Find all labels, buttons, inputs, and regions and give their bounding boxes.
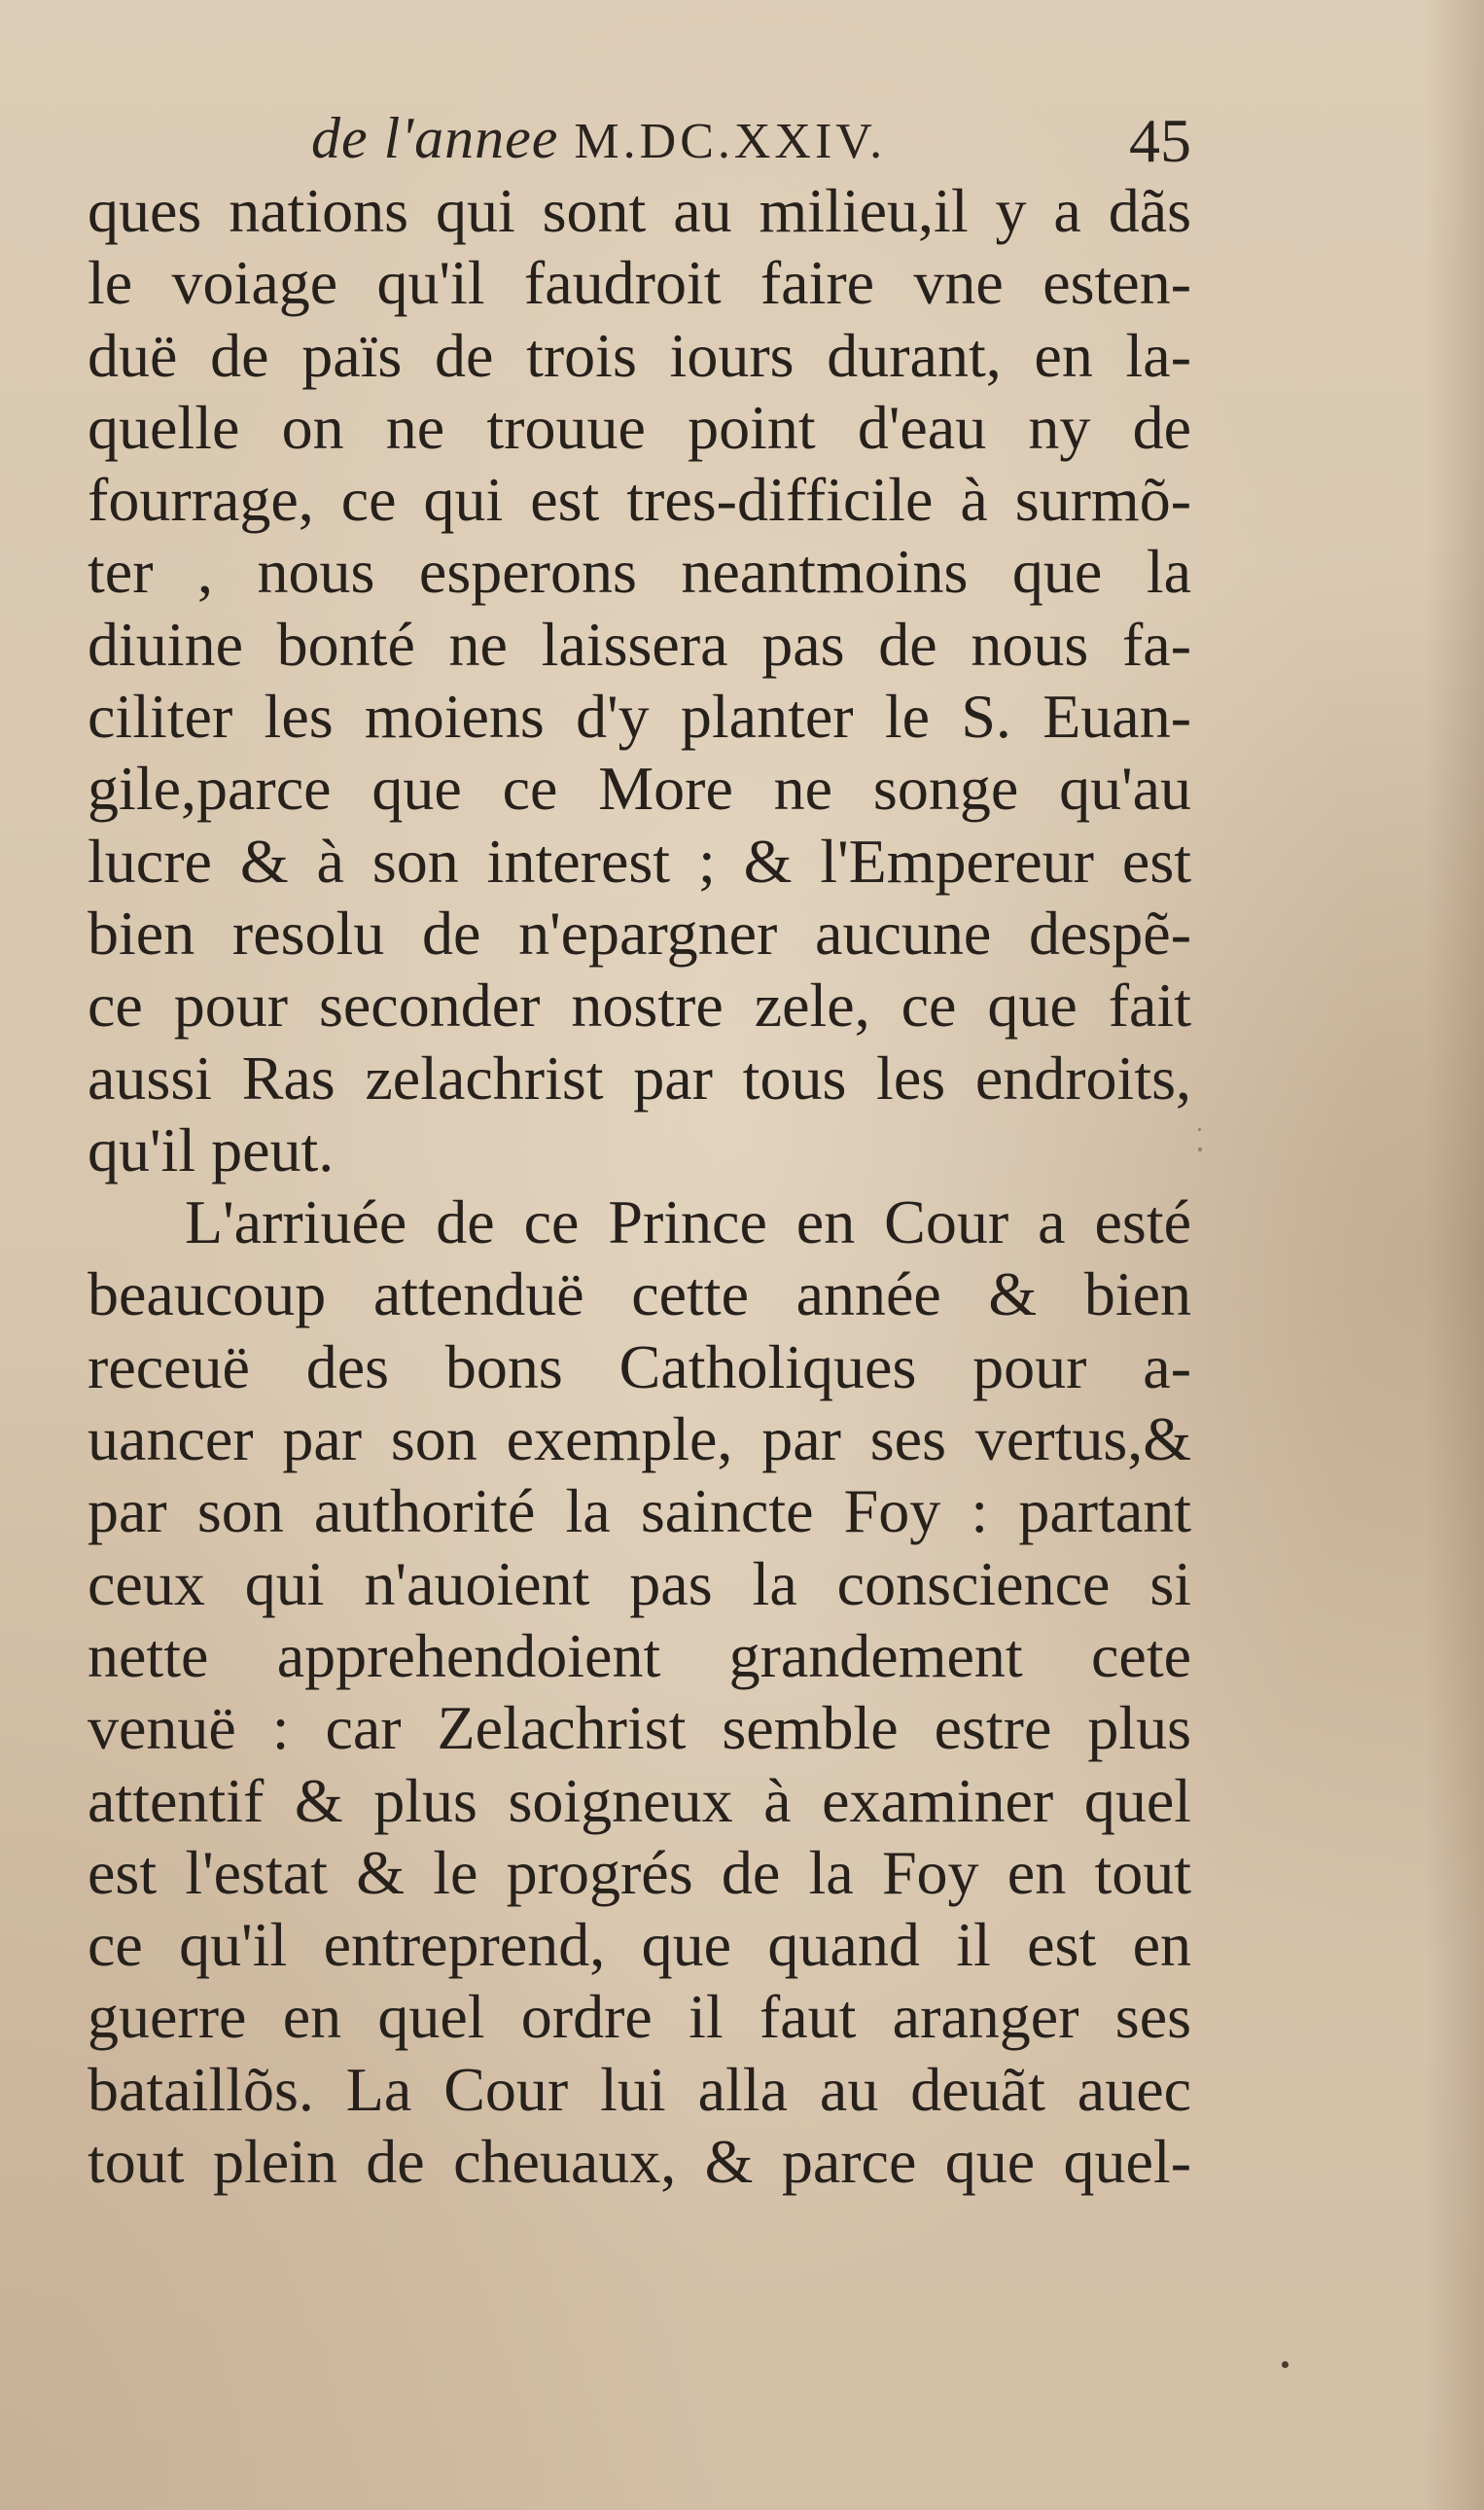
text-line: attentif & plus soigneux à examiner quel [88,1765,1191,1835]
text-line: quelle on ne trouue point d'eau ny de [88,392,1191,462]
text-line: le voiage qu'il faudroit faire vne esten- [88,248,1191,318]
text-line: tout plein de cheuaux, & parce que quel- [88,2127,1191,2197]
text-line: bataillõs. La Cour lui alla au deuãt auec [88,2054,1191,2124]
running-title-year: M.DC.XXIV. [574,114,887,169]
running-title [311,105,886,172]
text-line: ques nations qui sont au milieu,il y a dãs [88,176,1191,245]
text-line: est l'estat & le progrés de la Foy en tout [88,1837,1191,1907]
text-line: ce pour seconder nostre zele, ce que fait [88,971,1191,1041]
text-line: gile,parce que ce More ne songe qu'au [88,754,1191,824]
body-text [88,175,1191,2198]
page-number: 45 [1129,106,1191,175]
text-line: ce qu'il entreprend, que quand il est en [88,1910,1191,1980]
text-line: aussi Ras zelachrist par tous les endroits, [88,1043,1191,1113]
text-line: fourrage, ce qui est tres-difficile à surmõ- [88,465,1191,535]
text-line: ciliter les moiens d'y planter le S. Euan- [88,682,1191,752]
text-line: ceux qui n'auoient pas la conscience si [88,1548,1191,1618]
text-line: duë de païs de trois iours durant, en la- [88,320,1191,390]
running-title-text: de l'annee [311,106,559,170]
paper-speck [1282,2361,1289,2368]
text-line: guerre en quel ordre il faut aranger ses [88,1982,1191,2052]
text-line: par son authorité la saincte Foy : partant [88,1476,1191,1546]
text-line: ter , nous esperons neantmoins que la [88,537,1191,607]
text-line: venuë : car Zelachrist semble estre plus [88,1693,1191,1763]
paper-speck [1198,1148,1202,1151]
text-line: qu'il peut. [88,1114,335,1184]
page-gutter-shadow [1426,0,1484,2510]
text-line: bien resolu de n'epargner aucune despẽ- [88,898,1191,968]
text-line: receuë des bons Catholiques pour a- [88,1331,1191,1401]
text-line: diuine bonté ne laissera pas de nous fa- [88,609,1191,679]
text-line: uancer par son exemple, par ses vertus,& [88,1404,1191,1474]
page-header [88,105,1191,183]
paper-speck [1198,1128,1201,1131]
text-line: nette apprehendoient grandement cete [88,1620,1191,1690]
text-line: beaucoup attenduë cette année & bien [88,1259,1191,1329]
text-line: lucre & à son interest ; & l'Empereur est [88,826,1191,896]
paragraph-start-line: L'arriuée de ce Prince en Cour a esté [185,1187,1191,1257]
